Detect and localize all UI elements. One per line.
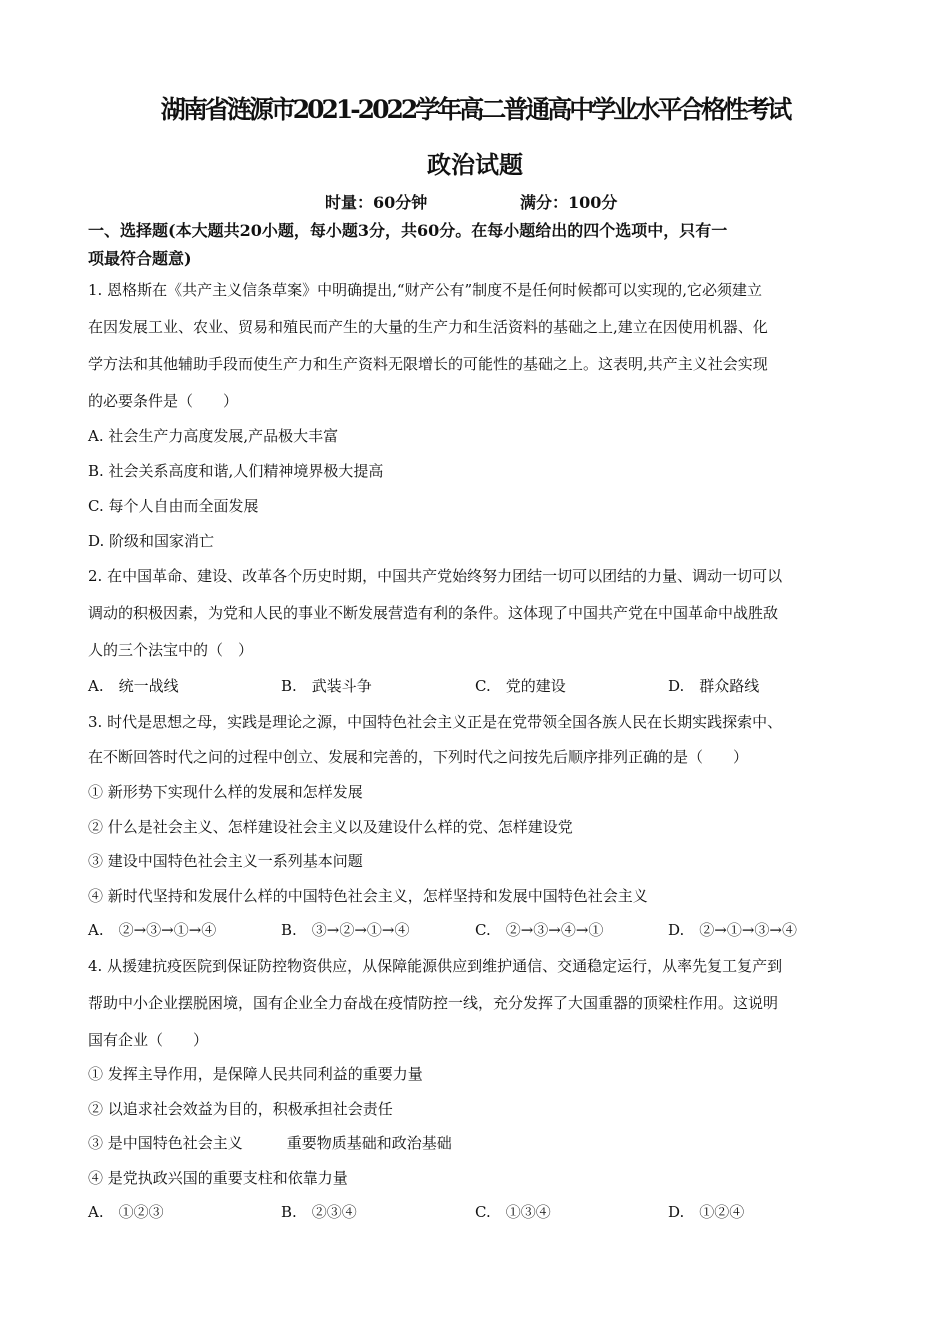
q1-stem-line-2: 在因发展工业、农业、贸易和殖民而产生的大量的生产力和生活资料的基础之上,建立在因使用机器、化 (88, 318, 768, 336)
q4-option-b: B. ②③④ (281, 1203, 357, 1221)
q2-option-a: A. 统一战线 (88, 677, 179, 695)
q4-item-2: ② 以追求社会效益为目的，积极承担社会责任 (88, 1100, 393, 1118)
q3-item-2: ② 什么是社会主义、怎样建设社会主义以及建设什么样的党、怎样建设党 (88, 818, 573, 836)
q3-option-a: A. ②→③→①→④ (88, 921, 217, 939)
q4-option-d: D. ①②④ (668, 1203, 745, 1221)
section-heading-line-2: 项最符合题意) (88, 249, 192, 268)
q3-stem-line-1: 3. 时代是思想之母，实践是理论之源，中国特色社会主义正是在党带领全国各族人民在长期实践探索中、 (88, 713, 783, 731)
q2-stem-line-1: 2. 在中国革命、建设、改革各个历史时期，中国共产党始终努力团结一切可以团结的力量、调动一切可以 (88, 567, 783, 585)
q2-option-d: D. 群众路线 (668, 677, 760, 695)
q3-option-c: C. ②→③→④→① (475, 921, 604, 939)
exam-subtitle: 政治试题 (427, 150, 523, 179)
q4-item-3-tail: 重要物质基础和政治基础 (286, 1134, 452, 1152)
q4-item-1: ① 发挥主导作用，是保障人民共同利益的重要力量 (88, 1065, 423, 1083)
q1-option-d: D. 阶级和国家消亡 (88, 532, 215, 550)
q3-stem-line-2: 在不断回答时代之问的过程中创立、发展和完善的，下列时代之问按先后顺序排列正确的是（ ） (88, 748, 749, 766)
section-heading (88, 217, 868, 273)
exam-time: 时量：60分钟 (325, 193, 428, 212)
q1-stem-line-1: 1. 恩格斯在《共产主义信条草案》中明确提出,“财产公有”制度不是任何时候都可以实现的,它必须建立 (88, 281, 762, 299)
q3-option-b: B. ③→②→①→④ (281, 921, 410, 939)
q1-option-c: C. 每个人自由而全面发展 (88, 497, 259, 515)
q2-stem-line-3: 人的三个法宝中的（ ） (88, 641, 254, 659)
q4-item-4: ④ 是党执政兴国的重要支柱和依靠力量 (88, 1169, 348, 1187)
q3-item-4: ④ 新时代坚持和发展什么样的中国特色社会主义，怎样坚持和发展中国特色社会主义 (88, 887, 648, 905)
q2-option-b: B. 武装斗争 (281, 677, 372, 695)
q4-stem-line-1: 4. 从援建抗疫医院到保证防控物资供应，从保障能源供应到维护通信、交通稳定运行，从率先复工复产到 (88, 957, 783, 975)
q4-option-c: C. ①③④ (475, 1203, 551, 1221)
q4-item-3-head: ③ 是中国特色社会主义 (88, 1134, 243, 1152)
q2-option-c: C. 党的建设 (475, 677, 566, 695)
q4-item-3 (88, 1133, 452, 1153)
q4-stem-line-3: 国有企业（ ） (88, 1031, 209, 1049)
q3-option-d: D. ②→①→③→④ (668, 921, 797, 939)
exam-score: 满分：100分 (520, 193, 618, 212)
q1-stem-line-3: 学方法和其他辅助手段而使生产力和生产资料无限增长的可能性的基础之上。这表明,共产主义社会实现 (88, 355, 768, 373)
q3-item-1: ① 新形势下实现什么样的发展和怎样发展 (88, 783, 363, 801)
q3-item-3: ③ 建设中国特色社会主义一系列基本问题 (88, 852, 363, 870)
q1-option-a: A. 社会生产力高度发展,产品极大丰富 (88, 427, 339, 445)
q4-option-a: A. ①②③ (88, 1203, 164, 1221)
q2-stem-line-2: 调动的积极因素，为党和人民的事业不断发展营造有利的条件。这体现了中国共产党在中国革命中战胜敌 (88, 604, 779, 622)
section-heading-line-1: 一、选择题(本大题共20小题，每小题3分，共60分。在每小题给出的四个选项中，只有一 (88, 221, 728, 240)
q4-stem-line-2: 帮助中小企业摆脱困境，国有企业全力奋战在疫情防控一线，充分发挥了大国重器的顶梁柱作用。这说明 (88, 994, 779, 1012)
q1-stem-line-4: 的必要条件是（ ） (88, 392, 239, 410)
q1-option-b: B. 社会关系高度和谐,人们精神境界极大提高 (88, 462, 384, 480)
exam-title: 湖南省涟源市2021-2022学年高二普通高中学业水平合格性考试 (160, 95, 790, 124)
